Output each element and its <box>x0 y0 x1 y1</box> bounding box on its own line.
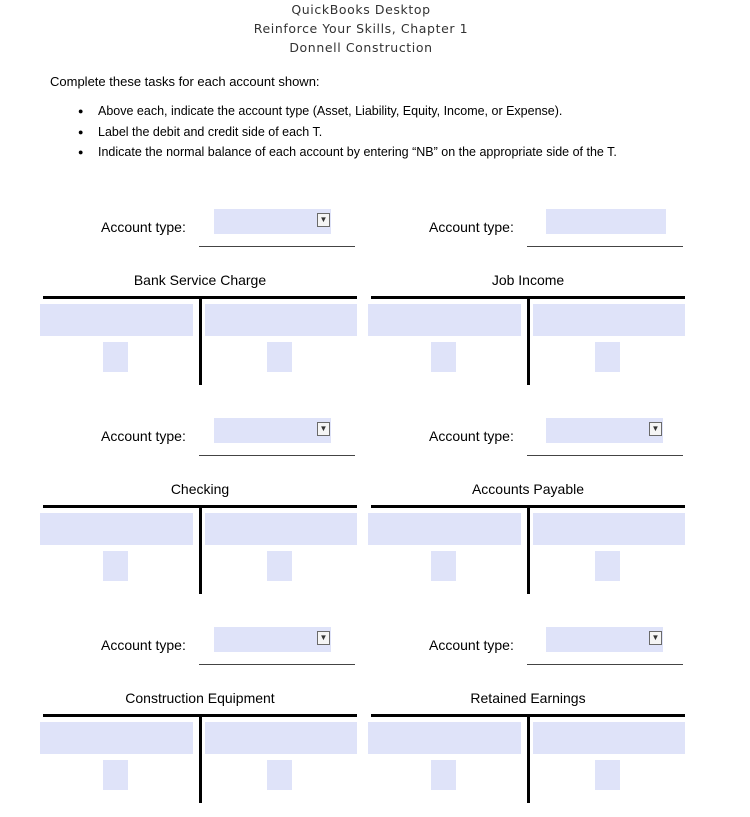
account-name: Construction Equipment <box>125 690 275 706</box>
right-nb-field[interactable] <box>595 342 620 372</box>
account-type-underline <box>527 664 683 665</box>
right-side-label-field[interactable] <box>205 722 357 754</box>
account-type-dropdown[interactable] <box>214 418 331 443</box>
account-type-dropdown[interactable] <box>546 627 663 652</box>
t-account <box>43 627 357 817</box>
left-side-label-field[interactable] <box>40 513 193 545</box>
right-side-label-field[interactable] <box>205 304 357 336</box>
account-type-underline <box>199 246 355 247</box>
t-account <box>371 418 685 608</box>
chevron-down-icon: ▼ <box>649 422 662 436</box>
account-type-underline <box>199 664 355 665</box>
t-account <box>371 209 685 399</box>
left-side-label-field[interactable] <box>40 722 193 754</box>
right-nb-field[interactable] <box>267 551 292 581</box>
chevron-down-icon: ▼ <box>317 213 330 227</box>
doc-title: QuickBooks Desktop <box>291 2 431 17</box>
left-side-label-field[interactable] <box>40 304 193 336</box>
t-account-stem <box>527 505 530 594</box>
right-nb-field[interactable] <box>267 760 292 790</box>
left-side-label-field[interactable] <box>368 722 521 754</box>
chevron-down-icon: ▼ <box>649 631 662 645</box>
account-name: Job Income <box>491 272 565 288</box>
left-nb-field[interactable] <box>103 342 128 372</box>
left-nb-field[interactable] <box>103 551 128 581</box>
instructions-intro: Complete these tasks for each account shown: <box>50 74 320 89</box>
left-side-label-field[interactable] <box>368 513 521 545</box>
account-type-label: Account type: <box>429 219 514 235</box>
t-account <box>371 627 685 817</box>
account-name: Bank Service Charge <box>133 272 267 288</box>
right-side-label-field[interactable] <box>533 513 685 545</box>
account-type-label: Account type: <box>429 428 514 444</box>
account-type-label: Account type: <box>429 637 514 653</box>
account-type-label: Account type: <box>101 428 186 444</box>
task-list <box>78 101 617 163</box>
t-account-stem <box>527 296 530 385</box>
account-type-dropdown[interactable] <box>546 418 663 443</box>
account-type-underline <box>527 455 683 456</box>
account-type-label: Account type: <box>101 219 186 235</box>
right-side-label-field[interactable] <box>205 513 357 545</box>
account-name: Checking <box>170 481 230 497</box>
right-side-label-field[interactable] <box>533 304 685 336</box>
left-nb-field[interactable] <box>431 760 456 790</box>
right-side-label-field[interactable] <box>533 722 685 754</box>
task-item: ● Indicate the normal balance of each account by entering “NB” on the appropriate side of the T. <box>78 142 617 163</box>
right-nb-field[interactable] <box>595 760 620 790</box>
left-nb-field[interactable] <box>431 342 456 372</box>
t-account <box>43 209 357 399</box>
right-nb-field[interactable] <box>595 551 620 581</box>
right-nb-field[interactable] <box>267 342 292 372</box>
task-item: ● Label the debit and credit side of each T. <box>78 122 617 143</box>
account-type-dropdown[interactable] <box>214 209 331 234</box>
left-side-label-field[interactable] <box>368 304 521 336</box>
t-account-stem <box>199 296 202 385</box>
t-account <box>43 418 357 608</box>
account-type-input[interactable] <box>546 209 666 234</box>
chevron-down-icon: ▼ <box>317 422 330 436</box>
account-type-label: Account type: <box>101 637 186 653</box>
account-type-underline <box>527 246 683 247</box>
t-account-stem <box>527 714 530 803</box>
t-account-stem <box>199 714 202 803</box>
task-item: ● Above each, indicate the account type (Asset, Liability, Equity, Income, or Expense). <box>78 101 617 122</box>
doc-subtitle: Reinforce Your Skills, Chapter 1 <box>253 21 469 36</box>
account-type-underline <box>199 455 355 456</box>
account-name: Accounts Payable <box>471 481 585 497</box>
left-nb-field[interactable] <box>103 760 128 790</box>
t-account-stem <box>199 505 202 594</box>
left-nb-field[interactable] <box>431 551 456 581</box>
account-type-dropdown[interactable] <box>214 627 331 652</box>
doc-company: Donnell Construction <box>289 40 433 55</box>
chevron-down-icon: ▼ <box>317 631 330 645</box>
account-name: Retained Earnings <box>470 690 586 706</box>
